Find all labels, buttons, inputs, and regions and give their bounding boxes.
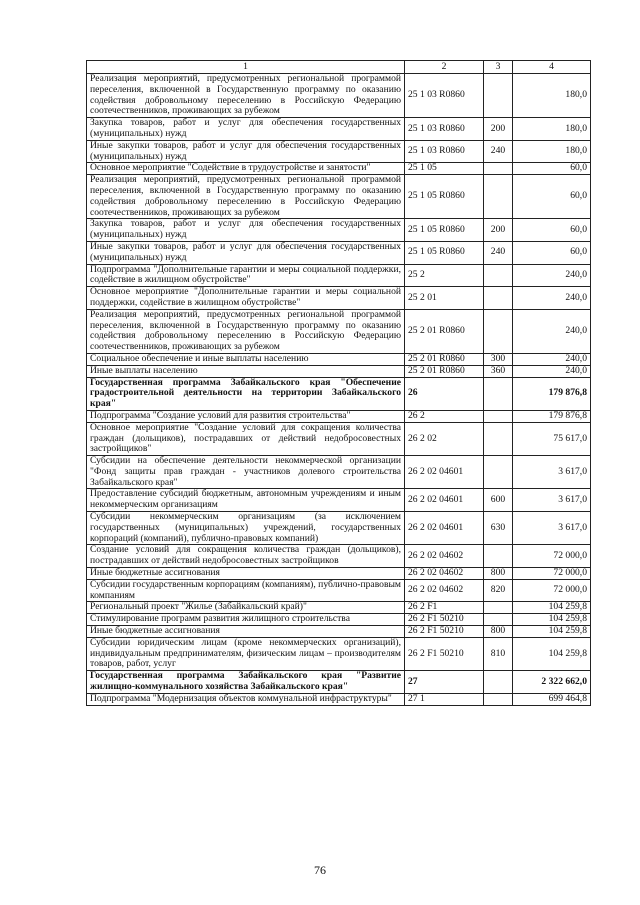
row-name: Государственная программа Забайкальского края "Обеспечение градостроительной деятельности на территории Забайкальского края" [87,377,405,410]
row-code: 25 1 05 [405,163,484,175]
row-name: Субсидии некоммерческим организациям (за исключением государственных (муниципальных) учреждений, государственных корпораций (компаний), публично-правовых компаний) [87,512,405,545]
row-name: Региональный проект "Жилье (Забайкальский край)" [87,602,405,614]
table-row [87,377,591,410]
row-name: Реализация мероприятий, предусмотренных региональной программой переселения, включенной в Государственную программу по оказанию содействия добровольному переселению в Российскую Федерацию соотечественников, проживающих за рубежом [87,175,405,219]
header-col-2: 2 [405,61,484,74]
table-row [87,489,591,512]
header-col-3: 3 [484,61,513,74]
row-code: 25 1 05 R0860 [405,241,484,264]
row-code: 26 2 02 04602 [405,579,484,602]
row-amount: 3 617,0 [513,456,591,489]
row-name: Иные бюджетные ассигнования [87,568,405,580]
table-row [87,365,591,377]
row-name: Подпрограмма "Дополнительные гарантии и меры социальной поддержки, содействие в жилищном обустройстве" [87,264,405,287]
row-expense-type: 240 [484,140,513,163]
row-expense-type [484,602,513,614]
row-name: Реализация мероприятий, предусмотренных региональной программой переселения, включенной в Государственную программу по оказанию содействия добровольному переселению в Российскую Федерацию соотечественников, проживающих за рубежом [87,309,405,353]
row-code: 25 2 01 R0860 [405,353,484,365]
row-amount: 72 000,0 [513,545,591,568]
row-code: 26 2 02 04601 [405,456,484,489]
row-code: 25 1 05 R0860 [405,219,484,242]
row-amount: 72 000,0 [513,568,591,580]
table-row [87,140,591,163]
row-name: Иные выплаты населению [87,365,405,377]
table-row [87,74,591,118]
row-name: Иные закупки товаров, работ и услуг для обеспечения государственных (муниципальных) нужд [87,241,405,264]
row-expense-type: 800 [484,568,513,580]
row-name: Создание условий для сокращения количества граждан (дольщиков), пострадавших от действий недобросовестных застройщиков [87,545,405,568]
row-code: 26 2 02 04602 [405,545,484,568]
row-expense-type [484,410,513,422]
row-code: 26 2 F1 50210 [405,637,484,670]
row-name: Стимулирование программ развития жилищного строительства [87,614,405,626]
row-code: 27 1 [405,693,484,705]
row-code: 26 [405,377,484,410]
row-expense-type [484,287,513,310]
row-expense-type [484,693,513,705]
row-amount: 179 876,8 [513,410,591,422]
row-code: 26 2 02 04602 [405,568,484,580]
row-code: 25 1 05 R0860 [405,175,484,219]
row-name: Основное мероприятие "Дополнительные гарантии и меры социальной поддержки, содействие в жилищном обустройстве" [87,287,405,310]
row-amount: 60,0 [513,219,591,242]
row-expense-type [484,377,513,410]
row-amount: 240,0 [513,287,591,310]
row-name: Государственная программа Забайкальского края "Развитие жилищно-коммунального хозяйства Забайкальского края" [87,671,405,694]
row-name: Реализация мероприятий, предусмотренных региональной программой переселения, включенной в Государственную программу по оказанию содействия добровольному переселению в Российскую Федерацию соотечественников, проживающих за рубежом [87,74,405,118]
row-name: Основное мероприятие "Создание условий для сокращения количества граждан (дольщиков), пострадавших от действий недобросовестных застройщиков" [87,422,405,455]
row-code: 26 2 F1 50210 [405,614,484,626]
row-code: 26 2 02 04601 [405,512,484,545]
row-amount: 3 617,0 [513,512,591,545]
row-amount: 180,0 [513,74,591,118]
table-row [87,579,591,602]
table-row [87,602,591,614]
row-expense-type [484,671,513,694]
table-row [87,626,591,638]
row-code: 26 2 02 [405,422,484,455]
row-name: Предоставление субсидий бюджетным, автономным учреждениям и иным некоммерческим организациям [87,489,405,512]
table-row [87,118,591,141]
row-name: Закупка товаров, работ и услуг для обеспечения государственных (муниципальных) нужд [87,118,405,141]
row-name: Субсидии на обеспечение деятельности некоммерческой организации "Фонд защиты прав граждан - участников долевого строительства Забайкальского края" [87,456,405,489]
row-name: Субсидии государственным корпорациям (компаниям), публично-правовым компаниям [87,579,405,602]
row-expense-type [484,545,513,568]
row-name: Иные бюджетные ассигнования [87,626,405,638]
row-name: Подпрограмма "Модернизация объектов коммунальной инфраструктуры" [87,693,405,705]
row-expense-type: 360 [484,365,513,377]
row-amount: 180,0 [513,140,591,163]
row-code: 26 2 02 04601 [405,489,484,512]
row-expense-type [484,614,513,626]
row-amount: 3 617,0 [513,489,591,512]
row-code: 26 2 F1 50210 [405,626,484,638]
table-row [87,287,591,310]
row-expense-type: 240 [484,241,513,264]
row-amount: 180,0 [513,118,591,141]
table-row [87,410,591,422]
table-row [87,241,591,264]
row-expense-type: 600 [484,489,513,512]
table-row [87,309,591,353]
row-amount: 2 322 662,0 [513,671,591,694]
row-code: 25 1 03 R0860 [405,118,484,141]
row-amount: 699 464,8 [513,693,591,705]
row-expense-type: 200 [484,118,513,141]
row-code: 26 2 F1 [405,602,484,614]
table-row [87,671,591,694]
row-amount: 60,0 [513,163,591,175]
row-expense-type: 800 [484,626,513,638]
row-amount: 60,0 [513,241,591,264]
row-name: Иные закупки товаров, работ и услуг для обеспечения государственных (муниципальных) нужд [87,140,405,163]
budget-table [86,60,591,706]
row-amount: 75 617,0 [513,422,591,455]
table-row [87,614,591,626]
page-number: 76 [314,863,326,877]
table-row [87,422,591,455]
row-amount: 240,0 [513,353,591,365]
row-amount: 60,0 [513,175,591,219]
header-row [87,61,591,74]
table-row [87,175,591,219]
row-expense-type [484,456,513,489]
row-code: 27 [405,671,484,694]
row-expense-type: 810 [484,637,513,670]
row-amount: 104 259,8 [513,637,591,670]
table-row [87,568,591,580]
row-amount: 240,0 [513,309,591,353]
row-amount: 72 000,0 [513,579,591,602]
row-name: Субсидии юридическим лицам (кроме некоммерческих организаций), индивидуальным предпринимателям, физическим лицам – производителям товаров, работ, услуг [87,637,405,670]
row-expense-type: 300 [484,353,513,365]
row-name: Социальное обеспечение и иные выплаты населению [87,353,405,365]
row-expense-type: 820 [484,579,513,602]
row-name: Подпрограмма "Создание условий для развития строительства" [87,410,405,422]
row-amount: 104 259,8 [513,602,591,614]
row-amount: 104 259,8 [513,626,591,638]
row-code: 25 2 01 R0860 [405,365,484,377]
row-expense-type [484,309,513,353]
table-row [87,693,591,705]
table-row [87,545,591,568]
table-row [87,353,591,365]
row-name: Основное мероприятие "Содействие в трудоустройстве и занятости" [87,163,405,175]
row-expense-type [484,264,513,287]
row-code: 26 2 [405,410,484,422]
header-col-4: 4 [513,61,591,74]
row-code: 25 1 03 R0860 [405,140,484,163]
row-code: 25 1 03 R0860 [405,74,484,118]
row-amount: 240,0 [513,264,591,287]
row-expense-type [484,175,513,219]
table-row [87,456,591,489]
header-col-1: 1 [87,61,405,74]
row-code: 25 2 01 [405,287,484,310]
row-expense-type [484,74,513,118]
row-expense-type [484,422,513,455]
row-code: 25 2 01 R0860 [405,309,484,353]
table-row [87,637,591,670]
table-row [87,219,591,242]
row-amount: 179 876,8 [513,377,591,410]
table-row [87,264,591,287]
row-expense-type [484,163,513,175]
row-expense-type: 200 [484,219,513,242]
row-name: Закупка товаров, работ и услуг для обеспечения государственных (муниципальных) нужд [87,219,405,242]
row-amount: 104 259,8 [513,614,591,626]
row-code: 25 2 [405,264,484,287]
table-row [87,512,591,545]
row-expense-type: 630 [484,512,513,545]
row-amount: 240,0 [513,365,591,377]
table-row [87,163,591,175]
